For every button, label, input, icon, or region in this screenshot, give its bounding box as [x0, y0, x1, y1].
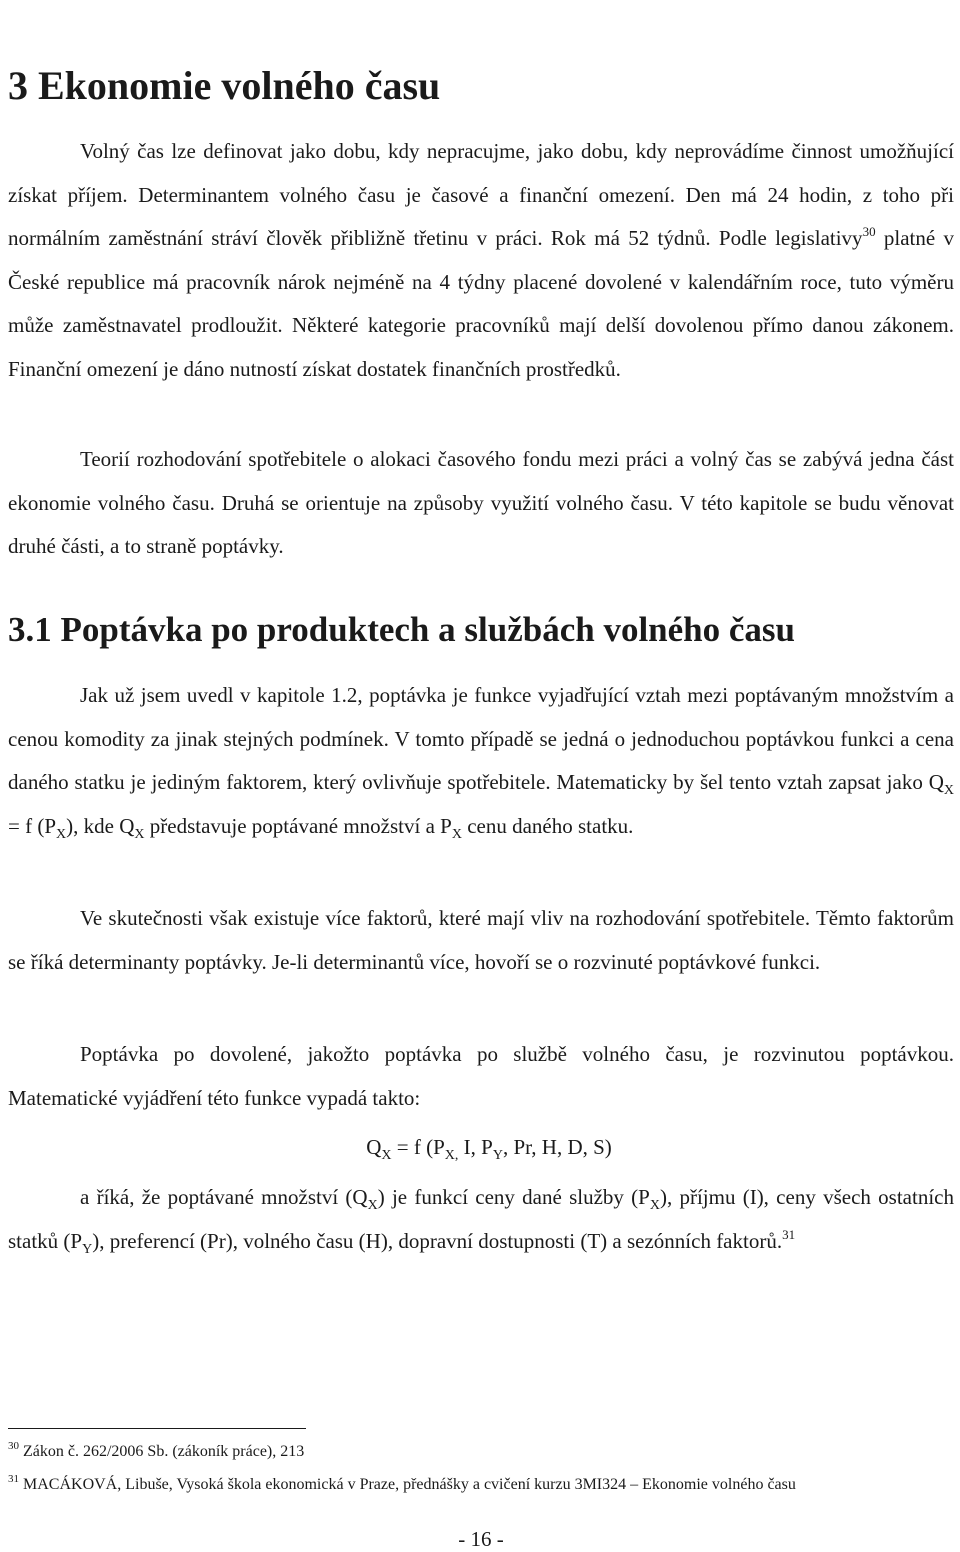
paragraph-free-time-definition: [8, 130, 954, 392]
p3-sub-2: X: [56, 826, 67, 842]
p3-text-d: představuje poptávané množství a P: [144, 813, 452, 838]
p6-sub-1: X: [367, 1198, 378, 1214]
p6-text-a: a říká, že poptávané množství (Q: [80, 1185, 368, 1209]
paragraph-holiday-demand: Poptávka po dovolené, jakožto poptávka po službě volného času, je rozvinutou poptávkou. Matematické vyjádření této funkce vypadá takto:: [8, 1042, 954, 1110]
p6-text-d: ), preferencí (Pr), volného času (H), dopravní dostupnosti (T) a sezónních faktorů.: [92, 1228, 783, 1253]
p3-sub-1: X: [943, 783, 954, 799]
footnote-ref-30[interactable]: 30: [862, 224, 876, 240]
page-number: - 16 -: [458, 1527, 504, 1551]
footnote-number: 30: [8, 1440, 19, 1453]
footnote-text: Zákon č. 262/2006 Sb. (zákoník práce), 213: [23, 1443, 305, 1460]
p3-text-e: cenu daného statku.: [461, 813, 634, 838]
p3-text-c: ), kde Q: [66, 813, 135, 838]
formula-end: , Pr, H, D, S): [502, 1135, 612, 1159]
p6-sub-3: Y: [82, 1241, 93, 1257]
p6-text-c: ), příjmu (I), ceny všech ostatních statků (P: [8, 1185, 954, 1253]
footnote-ref-31[interactable]: 31: [782, 1226, 796, 1242]
chapter-heading: 3 Ekonomie volného času: [8, 63, 441, 108]
paragraph-demand-function: [8, 674, 954, 848]
p3-sub-3: X: [134, 826, 145, 842]
formula-q-sub: X: [381, 1148, 392, 1164]
p3-text-a: Jak už jsem uvedl v kapitole 1.2, poptávka je funkce vyjadřující vztah mezi poptávaným množstvím a cenou komodity za jinak stejných podmínek. V tomto případě se jedná o jednoduchou poptávkou funkci a cena daného statku je jediným faktorem, který ovlivňuje spotřebitele. Matematicky by šel tento vztah zapsat jako Q: [8, 683, 954, 795]
formula-eq: = f (P: [391, 1135, 445, 1159]
p3-sub-4: X: [451, 826, 462, 842]
demand-formula: [8, 1126, 954, 1170]
section-heading: 3.1 Poptávka po produktech a službách volného času: [8, 610, 796, 649]
footnote-text: MACÁKOVÁ, Libuše, Vysoká škola ekonomická v Praze, přednášky a cvičení kurzu 3MI324 – Ekonomie volného času: [23, 1476, 796, 1493]
footnote-number: 31: [8, 1473, 19, 1486]
formula-py-sub: Y: [492, 1148, 503, 1164]
paragraph-consumer-theory: Teorií rozhodování spotřebitele o alokaci časového fondu mezi práci a volný čas se zabývá jedna část ekonomie volného času. Druhá se orientuje na způsoby využití volného času. V této kapitole se budu věnovat druhé části, a to straně poptávky.: [8, 447, 954, 559]
p3-text-b: = f (P: [8, 813, 57, 838]
footnote-31: [8, 1475, 954, 1495]
p6-sub-2: X: [649, 1198, 660, 1214]
paragraph-determinants: Ve skutečnosti však existuje více faktorů, které mají vliv na rozhodování spotřebitele. Těmto faktorům se říká determinanty poptávky. Je-li determinantů více, hovoří se o rozvinuté poptávkové funkci.: [8, 906, 954, 974]
formula-mid: I, P: [458, 1135, 493, 1159]
footnote-divider: [8, 1428, 306, 1429]
p6-text-b: ) je funkcí ceny dané služby (P: [377, 1185, 650, 1209]
formula-px-sub: X,: [444, 1148, 459, 1164]
footnote-30: [8, 1442, 954, 1462]
formula-q: Q: [366, 1135, 382, 1159]
paragraph-formula-explanation: [8, 1176, 954, 1263]
p1-text-a: Volný čas lze definovat jako dobu, kdy nepracujme, jako dobu, kdy neprovádíme činnost umožňující získat příjem. Determinantem volného času je časové a finanční omezení. Den má 24 hodin, z toho při normálním zaměstnání stráví člověk přibližně třetinu v práci. Rok má 52 týdnů. Podle legislativy: [8, 139, 954, 251]
p1-text-b: platné v České republice má pracovník nárok nejméně na 4 týdny placené dovolené v kalendářním roce, tuto výměru může zaměstnavatel prodloužit. Některé kategorie pracovníků mají delší dovolenou přímo danou zákonem. Finanční omezení je dáno nutností získat dostatek finančních prostředků.: [8, 226, 955, 381]
